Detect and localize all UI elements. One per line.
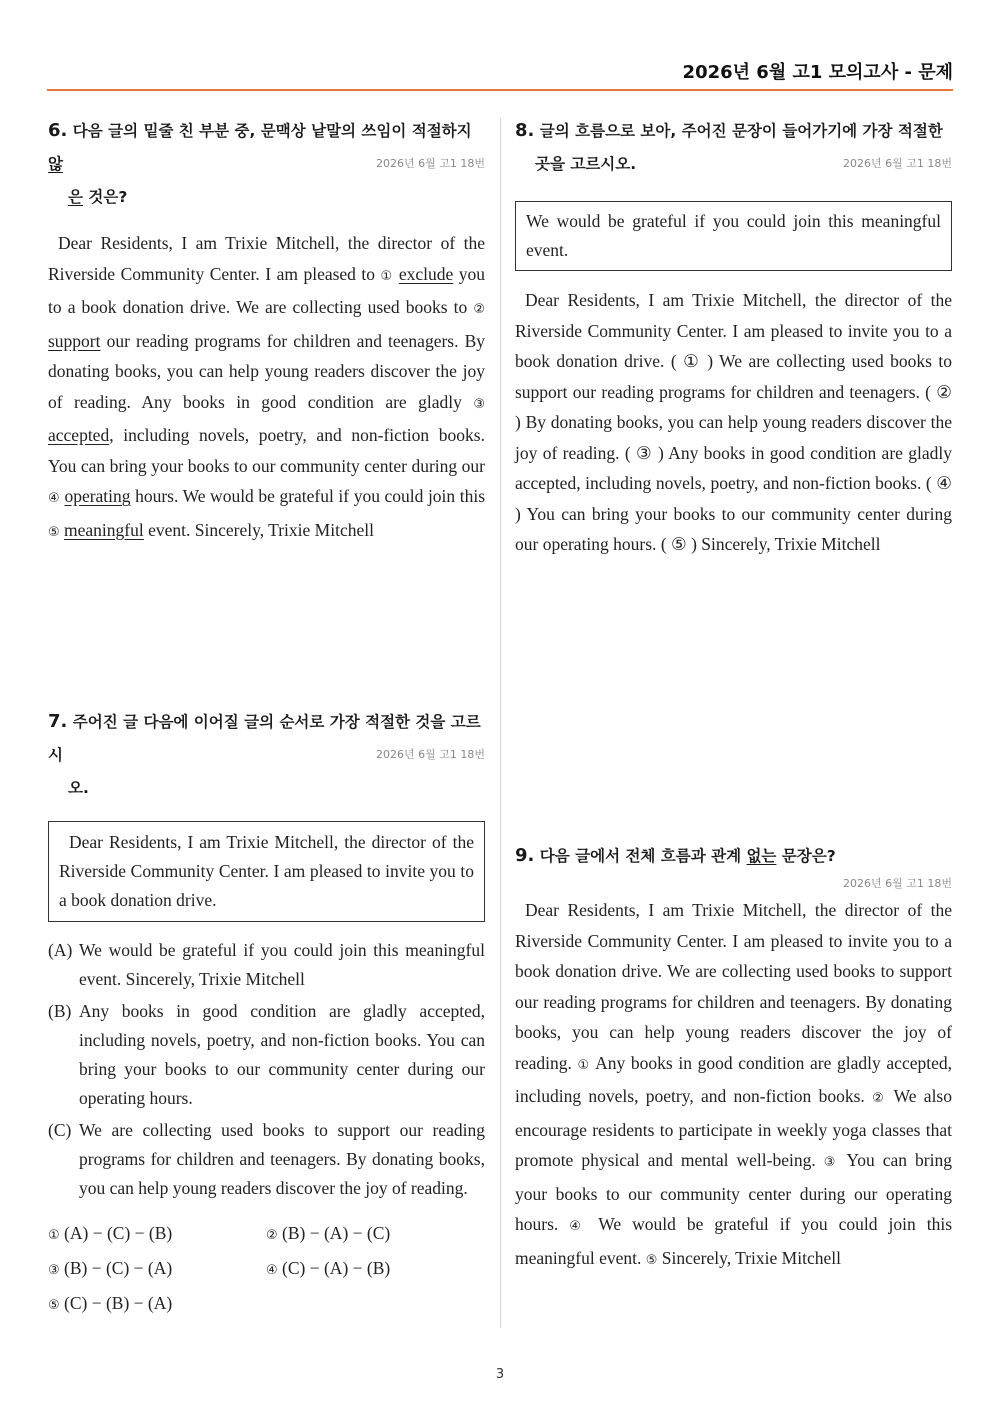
insertion-point-2: ( ② ) bbox=[515, 381, 952, 432]
question-source: 2026년 6월 고1 18번 bbox=[376, 748, 485, 761]
question-source: 2026년 6월 고1 18번 bbox=[376, 157, 485, 170]
marker-3: ③ bbox=[473, 396, 485, 412]
marker-1: ① bbox=[380, 268, 394, 284]
question-8 bbox=[515, 114, 952, 560]
question-title: 글의 흐름으로 보아, 주어진 문장이 들어가기에 가장 적절한 bbox=[539, 122, 943, 140]
marker-2: ② bbox=[872, 1091, 887, 1106]
question-8-heading bbox=[515, 114, 952, 181]
question-number: 8. bbox=[515, 120, 535, 141]
insertion-point-5: ( ⑤ ) bbox=[660, 534, 697, 554]
answer-choice-4[interactable]: ④ (C) − (A) − (B) bbox=[266, 1258, 391, 1278]
question-title: 곳을 고르시오. bbox=[535, 155, 637, 173]
marker-4: ④ bbox=[569, 1219, 588, 1234]
question-7 bbox=[48, 705, 485, 1321]
given-sentence-box: We would be grateful if you could join this meaningful event. bbox=[515, 201, 952, 271]
question-title-emphasis: 없는 bbox=[746, 847, 777, 865]
question-title: 문장은? bbox=[776, 847, 836, 865]
answer-choice-2[interactable]: ② (B) − (A) − (C) bbox=[266, 1223, 391, 1243]
column-divider bbox=[500, 118, 501, 1328]
insertion-point-1: ( ① ) bbox=[670, 351, 714, 371]
underlined-word: accepted bbox=[48, 425, 110, 445]
question-6-passage: Dear Residents, I am Trixie Mitchell, the director of the Riverside Community Center. I am pleased to ① exclude you to a book donation drive. We are collecting used books to ② support our reading programs for children and teenagers. By donating books, you can help young readers discover the joy of reading. Any books in good condition are gladly ③ accepted, including novels, poetry, and non-fiction books. You can bring your books to our community center during our ④ operating hours. We would be grateful if you could join this ⑤ meaningful event. Sincerely, Trixie Mitchell bbox=[48, 233, 486, 540]
question-title: 것은? bbox=[82, 188, 128, 206]
question-title-emphasis: 은 bbox=[68, 188, 83, 206]
question-title: 다음 글에서 전체 흐름과 관계 bbox=[539, 847, 747, 865]
underlined-word: meaningful bbox=[64, 519, 144, 540]
part-b: (B) Any books in good condition are gladly accepted, including novels, poetry, and non-fiction books. You can bring your books to our community center during our operating hours. bbox=[48, 1001, 485, 1108]
underlined-word: operating bbox=[64, 486, 131, 506]
question-title-emphasis: 않 bbox=[48, 155, 63, 173]
answer-choice-1[interactable]: ① (A) − (C) − (B) bbox=[48, 1223, 173, 1243]
underlined-word: support bbox=[48, 330, 101, 351]
answer-choice-3[interactable]: ③ (B) − (C) − (A) bbox=[48, 1258, 173, 1278]
given-text-box: Dear Residents, I am Trixie Mitchell, the director of the Riverside Community Center. I am pleased to invite you to a book donation drive. bbox=[48, 821, 485, 922]
insertion-point-4: ( ④ ) bbox=[515, 473, 952, 524]
question-title: 주어진 글 다음에 이어질 글의 순서로 가장 적절한 것을 고르시 bbox=[48, 713, 481, 764]
page-number: 3 bbox=[495, 1367, 505, 1382]
ordering-parts bbox=[48, 936, 485, 1203]
marker-2: ② bbox=[473, 302, 485, 317]
question-number: 6. bbox=[48, 120, 68, 141]
question-8-passage: Dear Residents, I am Trixie Mitchell, the director of the Riverside Community Center. I am pleased to invite you to a book donation drive. ( ① ) We are collecting used books to support our reading programs for children and teenagers. ( ② ) By donating books, you can help young readers discover the joy of reading. ( ③ ) Any books in good condition are gladly accepted, including novels, poetry, and non-fiction books. ( ④ ) You can bring your books to our community center during our operating hours. ( ⑤ ) Sincerely, Trixie Mitchell bbox=[515, 290, 952, 554]
question-9-heading bbox=[515, 839, 952, 895]
question-7-heading bbox=[48, 705, 485, 805]
header-rule bbox=[47, 89, 953, 91]
marker-1: ① bbox=[577, 1057, 591, 1073]
answer-choice-5[interactable]: ⑤ (C) − (B) − (A) bbox=[48, 1293, 173, 1313]
question-title: 다음 글의 밑줄 친 부분 중, 문맥상 낱말의 쓰임이 적절하지 bbox=[72, 122, 472, 140]
question-number: 7. bbox=[48, 711, 68, 732]
question-9 bbox=[515, 839, 952, 1276]
question-9-passage: Dear Residents, I am Trixie Mitchell, the director of the Riverside Community Center. I am pleased to invite you to a book donation drive. We are collecting used books to support our reading programs for children and teenagers. By donating books, you can help young readers discover the joy of reading. ① Any books in good condition are gladly accepted, including novels, poetry, and non-fiction books. ② We also encourage residents to participate in weekly yoga classes that promote physical and mental well-being. ③ You can bring your books to our community center during our operating hours. ④ We would be grateful if you could join this meaningful event. ⑤ Sincerely, Trixie Mitchell bbox=[515, 900, 953, 1268]
marker-5: ⑤ bbox=[48, 524, 60, 540]
question-number: 9. bbox=[515, 845, 535, 866]
marker-3: ③ bbox=[823, 1155, 840, 1170]
marker-4: ④ bbox=[48, 491, 60, 506]
question-6 bbox=[48, 114, 485, 548]
insertion-point-3: ( ③ ) bbox=[624, 442, 664, 463]
part-a: (A) We would be grateful if you could join this meaningful event. Sincerely, Trixie Mitchell bbox=[48, 940, 485, 989]
answer-choices bbox=[48, 1216, 485, 1321]
part-c: (C) We are collecting used books to support our reading programs for children and teenagers. By donating books, you can help young readers discover the joy of reading. bbox=[48, 1120, 485, 1198]
question-source: 2026년 6월 고1 18번 bbox=[843, 877, 952, 890]
marker-5: ⑤ bbox=[645, 1252, 658, 1268]
question-6-heading bbox=[48, 114, 485, 214]
question-title: 오. bbox=[68, 779, 89, 797]
underlined-word: exclude bbox=[398, 263, 454, 284]
page-header-title: 2026년 6월 고1 모의고사 - 문제 bbox=[682, 62, 953, 83]
question-source: 2026년 6월 고1 18번 bbox=[843, 157, 952, 170]
